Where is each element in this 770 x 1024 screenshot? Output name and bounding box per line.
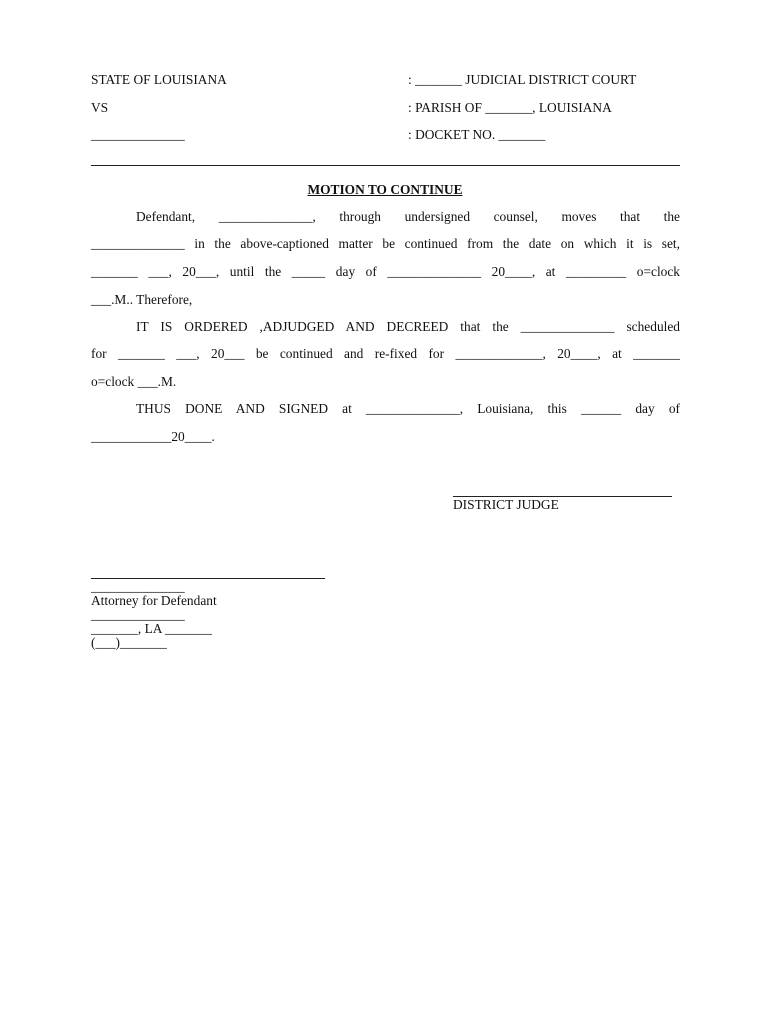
- attorney-name-blank: ______________: [91, 579, 185, 594]
- caption-divider: [91, 165, 680, 166]
- attorney-address-blank: ______________: [91, 607, 185, 622]
- paragraph-2-line-2: for _______ ___, 20___ be continued and re-fixed for _____________, 20____, at _______: [91, 346, 680, 361]
- attorney-city-state: _______, LA _______: [91, 621, 212, 636]
- paragraph-3-line-2: ____________20____.: [91, 429, 215, 444]
- caption-vs: VS: [91, 100, 109, 115]
- paragraph-1-line-2: ______________ in the above-captioned matter be continued from the date on which it is set,: [91, 236, 680, 251]
- caption-docket: : DOCKET NO. _______: [408, 127, 546, 142]
- caption-parish: : PARISH OF _______, LOUISIANA: [408, 100, 612, 115]
- paragraph-1-line-4: ___.M.. Therefore,: [91, 292, 193, 307]
- paragraph-1-line-1: Defendant, ______________, through undersigned counsel, moves that the: [136, 209, 680, 224]
- paragraph-3-line-1: THUS DONE AND SIGNED at ______________, Louisiana, this ______ day of: [136, 401, 680, 416]
- judge-label: DISTRICT JUDGE: [453, 497, 559, 512]
- paragraph-2-line-1: IT IS ORDERED ,ADJUDGED AND DECREED that the ______________ scheduled: [136, 319, 680, 334]
- paragraph-1-line-3: _______ ___, 20___, until the _____ day of ______________ 20____, at _________ o=clock: [91, 264, 680, 279]
- caption-court: : _______ JUDICIAL DISTRICT COURT: [408, 72, 637, 87]
- caption-party-blank: ______________: [91, 127, 185, 142]
- paragraph-2-line-3: o=clock ___.M.: [91, 374, 177, 389]
- attorney-label: Attorney for Defendant: [91, 593, 217, 608]
- document-title: MOTION TO CONTINUE: [307, 182, 463, 197]
- attorney-phone: (___)_______: [91, 635, 167, 650]
- caption-state: STATE OF LOUISIANA: [91, 72, 227, 87]
